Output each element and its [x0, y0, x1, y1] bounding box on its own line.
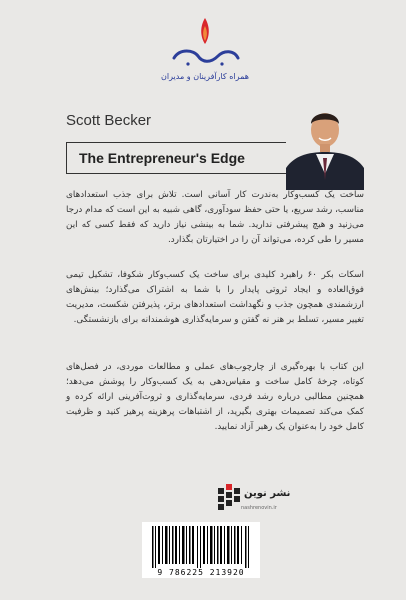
publisher-url: nashrenovin.ir	[241, 505, 277, 511]
author-photo	[286, 90, 364, 190]
logo-tagline: همراه کارآفرینان و مدیران	[161, 72, 249, 81]
publisher-name: نشر نوین	[244, 488, 291, 499]
title-block	[66, 112, 316, 180]
author-name: Scott Becker	[66, 112, 152, 129]
back-cover-paragraph-2: اسکات بکر ۶۰ راهبرد کلیدی برای ساخت یک کسب‌وکار شکوفا، تشکیل تیمی فوق‌العاده و ایجاد ثروتی پایدار را با شما به اشتراک می‌گذارد؛ بینش‌های ارزشمندی همچون جذب و نگهداشت استعدادهای برتر، پذیرفتن شکست، مدیریت تغییر مسیر، تسلط بر هنر نه گفتن و سرمایه‌گذاری هوشمندانه برای بازنشستگی.	[66, 270, 364, 325]
isbn-number: 9 786225 213920	[157, 568, 245, 577]
isbn-barcode	[142, 522, 260, 578]
publisher-mark-icon	[216, 482, 244, 516]
barcode-icon	[142, 522, 260, 568]
publisher-series-logo	[150, 14, 260, 104]
back-cover-paragraph-1: ساخت یک کسب‌وکار به‌ندرت کار آسانی است. تلاش برای جذب استعدادهای مناسب، رشد سریع، یا حتی حفظ سودآوری، گاهی شبیه به این است که مدام درجا می‌زنید و هیچ پیشرفتی ندارید. شما به بینشی نیاز دارید که فقط کسی که این مسیر را طی کرده، می‌تواند آن را در اختیارتان بگذارد.	[66, 190, 364, 245]
back-cover-paragraph-3: این کتاب با بهره‌گیری از چارچوب‌های عملی و مطالعات موردی، در فصل‌های کوتاه، چرخهٔ کامل ساخت و مقیاس‌دهی به یک کسب‌وکار را پوشش می‌دهد؛ همچنین مطالبی درباره رشد فردی، سرمایه‌گذاری و ثروت‌آفرینی ارائه کرده و کمک می‌کند تصمیمات بهتری بگیرید، از اشتباهات پرهزینه پرهیز کنید و ظرفیت کامل خود را به‌عنوان یک رهبر آزاد نمایید.	[66, 362, 364, 432]
title-box	[66, 142, 314, 174]
flame-logo-icon	[150, 14, 260, 74]
book-title: The Entrepreneur's Edge	[79, 150, 245, 166]
